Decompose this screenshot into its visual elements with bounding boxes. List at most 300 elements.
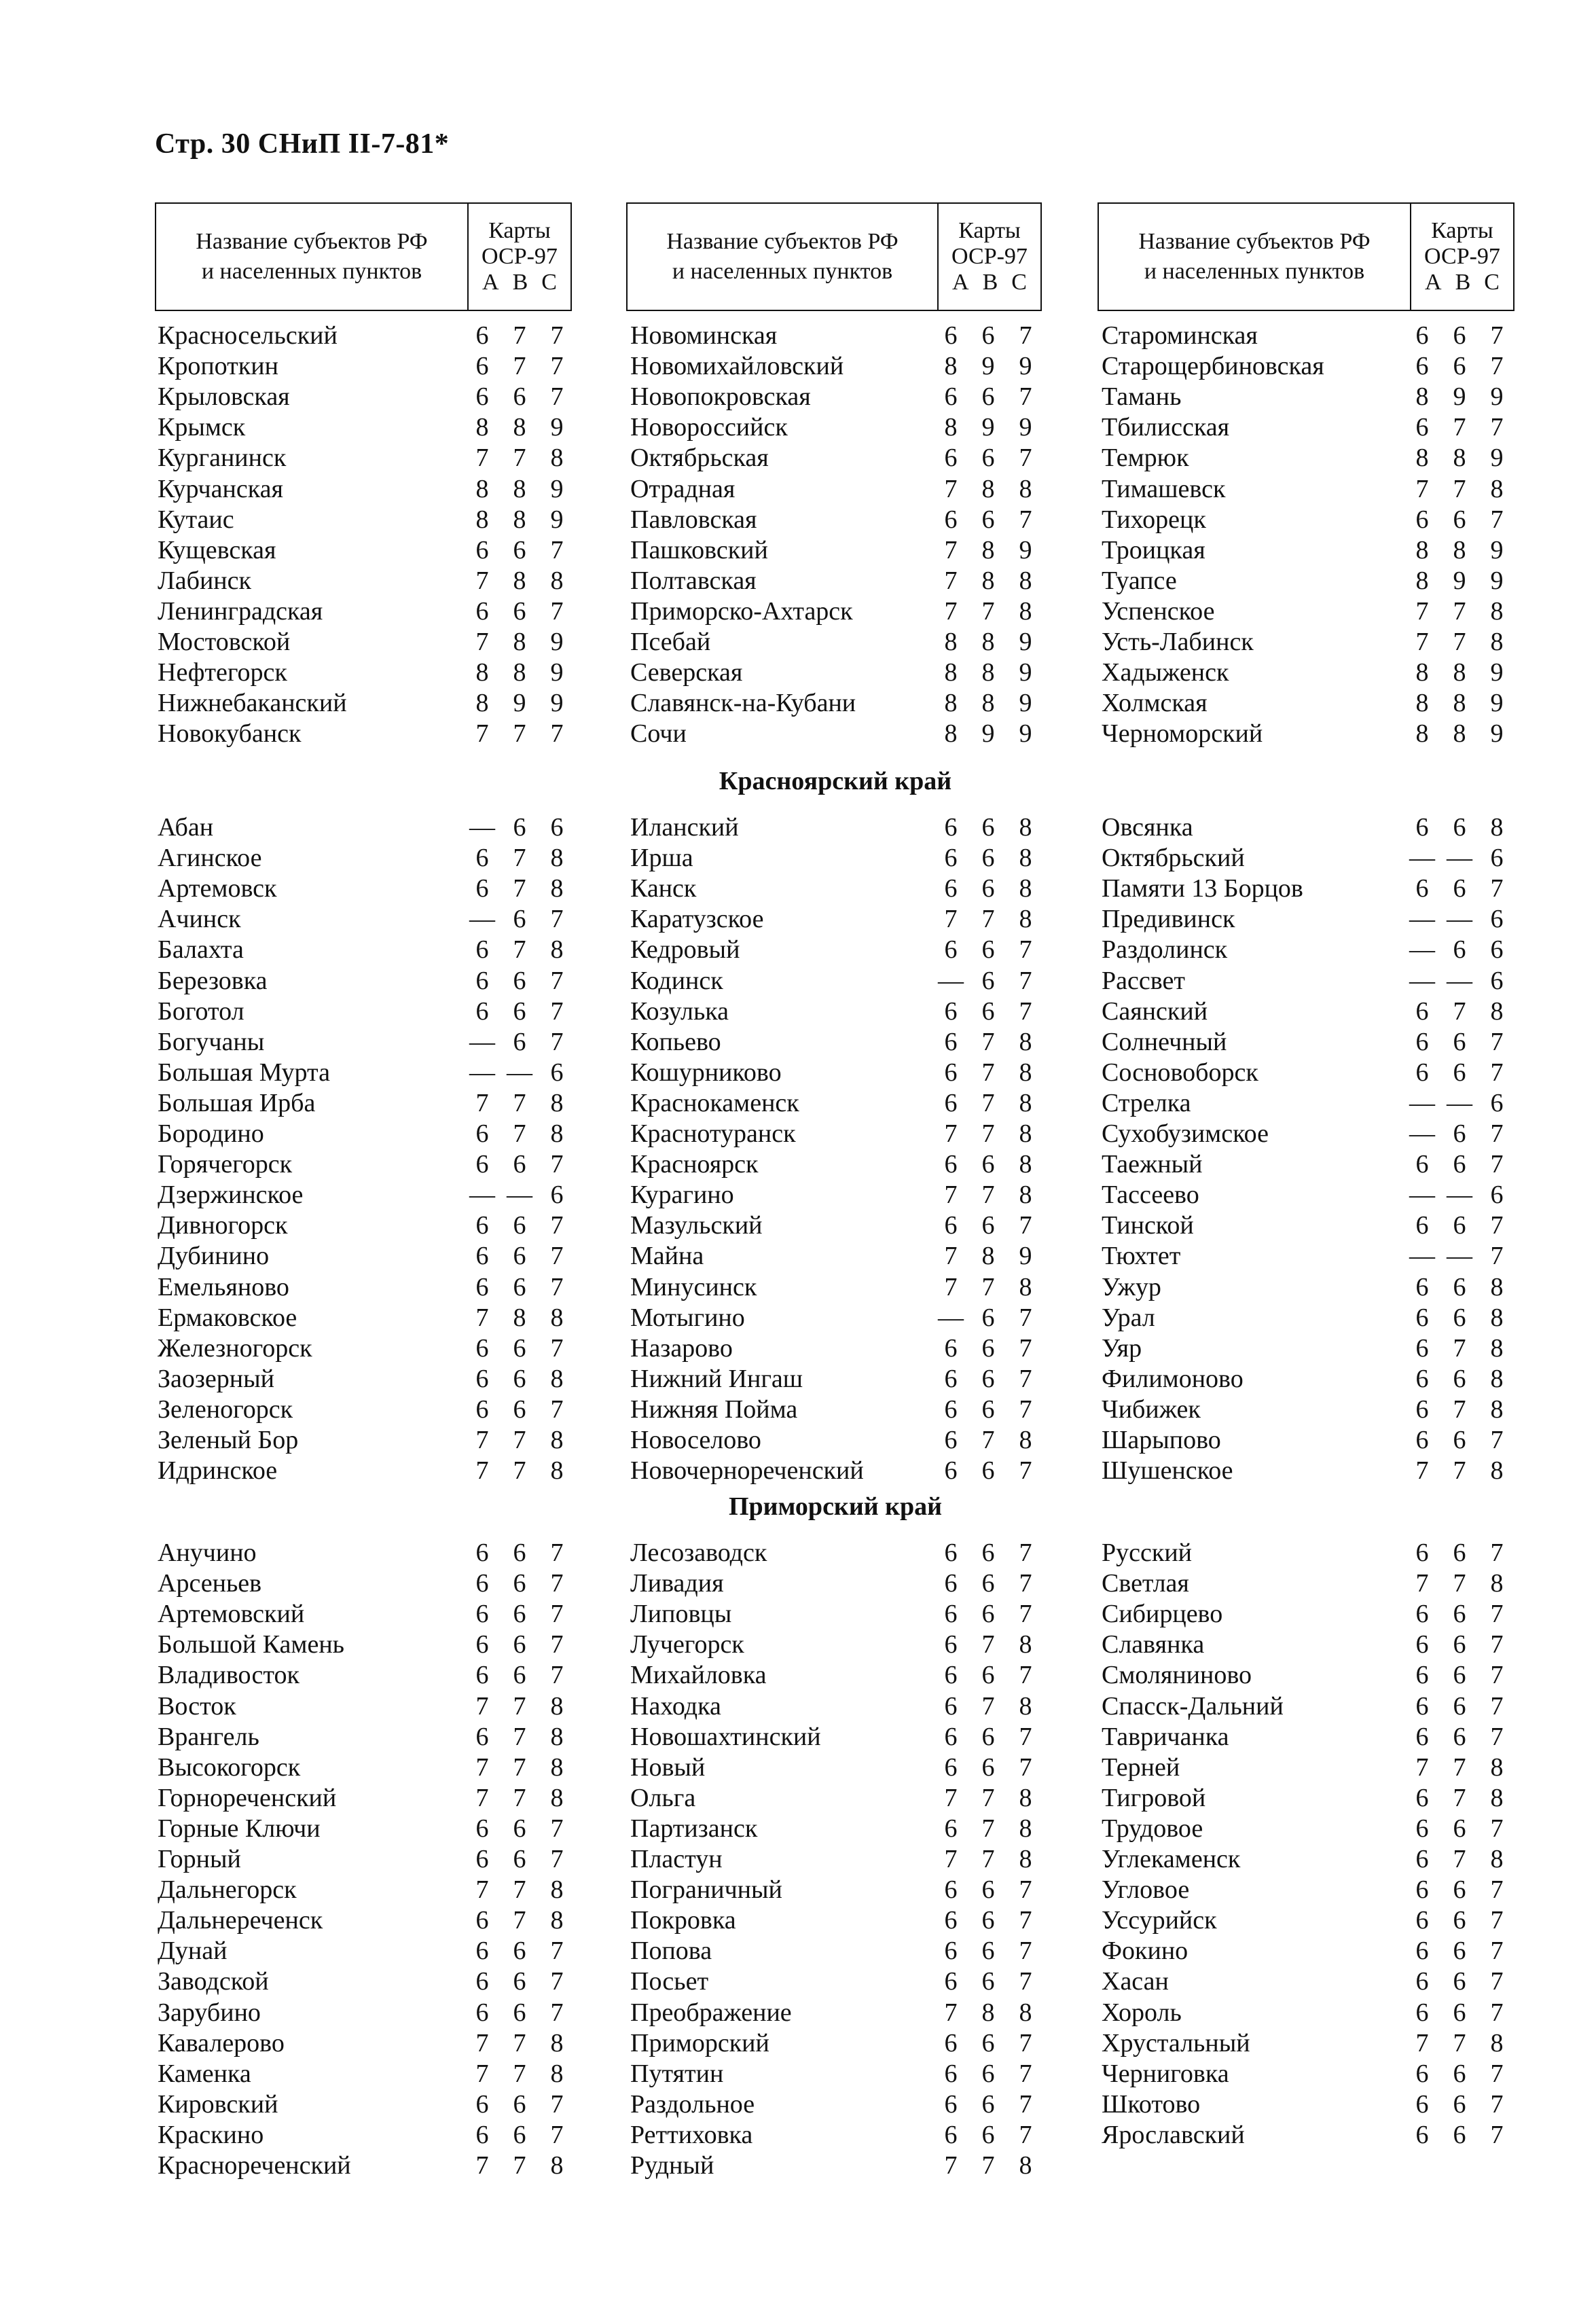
value-b: 7 bbox=[981, 1027, 995, 1056]
value-b: 6 bbox=[981, 1752, 995, 1782]
value-a: 6 bbox=[1415, 1027, 1429, 1056]
settlement-name: Копьево bbox=[630, 1027, 721, 1056]
header-name-line2: и населенных пунктов bbox=[201, 259, 422, 284]
value-b: 6 bbox=[1453, 1426, 1466, 1454]
value-b: 6 bbox=[981, 1875, 995, 1905]
value-a: 6 bbox=[944, 1722, 958, 1751]
value-b: 6 bbox=[513, 1272, 526, 1301]
settlement-name: Лучегорск bbox=[630, 1630, 744, 1659]
value-a: 8 bbox=[944, 689, 958, 718]
value-c: 8 bbox=[1019, 1119, 1032, 1148]
value-a: 7 bbox=[1415, 596, 1429, 626]
value-c: 7 bbox=[1019, 1906, 1032, 1935]
value-b: 6 bbox=[1453, 2059, 1466, 2088]
value-a: 6 bbox=[944, 1211, 958, 1240]
settlement-name: Новый bbox=[630, 1752, 706, 1782]
value-c: 7 bbox=[550, 352, 564, 381]
value-a: 6 bbox=[475, 1967, 489, 1996]
settlement-name: Холмская bbox=[1102, 689, 1208, 718]
value-b: 6 bbox=[513, 1630, 526, 1659]
value-a: 6 bbox=[1415, 2089, 1429, 2119]
value-a: 8 bbox=[1415, 535, 1429, 564]
value-a: 6 bbox=[475, 1395, 489, 1424]
header-maps-line1: Карты bbox=[1431, 218, 1493, 243]
value-a: — bbox=[469, 1058, 495, 1087]
settlement-name: Нижний Ингаш bbox=[630, 1364, 803, 1393]
value-b: 6 bbox=[1453, 1906, 1466, 1935]
value-a: 6 bbox=[1415, 1211, 1429, 1240]
value-c: 7 bbox=[1490, 874, 1504, 903]
value-c: 6 bbox=[1490, 1181, 1504, 1210]
settlement-name: Псебай bbox=[630, 628, 711, 656]
settlement-name: Мазульский bbox=[630, 1211, 763, 1240]
value-c: 7 bbox=[1490, 1242, 1504, 1271]
value-a: 7 bbox=[1415, 1752, 1429, 1782]
value-c: 9 bbox=[1019, 658, 1032, 687]
value-a: 6 bbox=[944, 2089, 958, 2119]
value-c: 7 bbox=[550, 2089, 564, 2119]
value-b: 6 bbox=[513, 2120, 526, 2149]
settlement-name: Краснотуранск bbox=[630, 1119, 796, 1148]
value-b: 6 bbox=[1453, 1875, 1466, 1905]
settlement-name: Михайловка bbox=[630, 1661, 767, 1690]
header-col-b: B bbox=[512, 270, 528, 295]
value-c: 7 bbox=[1019, 1395, 1032, 1424]
value-c: 7 bbox=[1490, 1998, 1504, 2027]
value-c: 7 bbox=[1019, 382, 1032, 412]
header-abc bbox=[1411, 270, 1513, 295]
value-a: 6 bbox=[944, 1937, 958, 1966]
value-b: 6 bbox=[981, 1456, 995, 1486]
settlement-name: Троицкая bbox=[1102, 535, 1205, 564]
value-a: — bbox=[469, 1181, 495, 1210]
value-a: 7 bbox=[944, 596, 958, 626]
value-a: 7 bbox=[944, 1272, 958, 1301]
value-a: 7 bbox=[1415, 1569, 1429, 1598]
value-a: 6 bbox=[1415, 1150, 1429, 1179]
value-b: 8 bbox=[1453, 444, 1466, 473]
settlement-name: Преображение bbox=[630, 1998, 792, 2027]
value-c: 8 bbox=[1490, 1783, 1504, 1812]
value-c: 9 bbox=[550, 628, 564, 656]
value-a: 6 bbox=[1415, 1875, 1429, 1905]
value-a: 6 bbox=[944, 996, 958, 1026]
value-b: 6 bbox=[513, 535, 526, 564]
settlement-name: Большой Камень bbox=[158, 1630, 344, 1659]
value-b: 6 bbox=[513, 1661, 526, 1690]
settlement-name: Северская bbox=[630, 658, 743, 687]
settlement-name: Славянка bbox=[1102, 1630, 1205, 1659]
value-c: 8 bbox=[1019, 1783, 1032, 1812]
value-a: 7 bbox=[475, 1456, 489, 1486]
value-c: 7 bbox=[1490, 1539, 1504, 1567]
value-a: 6 bbox=[475, 2089, 489, 2119]
value-a: — bbox=[1409, 905, 1435, 934]
table-header bbox=[1098, 202, 1515, 311]
value-b: 6 bbox=[1453, 1364, 1466, 1393]
header-col-a: A bbox=[1425, 270, 1442, 295]
value-b: 6 bbox=[1453, 1630, 1466, 1659]
settlement-name: Шушенское bbox=[1102, 1456, 1233, 1486]
value-c: 7 bbox=[1490, 1058, 1504, 1087]
header-col-a: A bbox=[482, 270, 499, 295]
value-c: 7 bbox=[1019, 966, 1032, 995]
value-a: 7 bbox=[944, 1242, 958, 1271]
value-a: — bbox=[1409, 935, 1435, 965]
value-a: 6 bbox=[475, 1272, 489, 1301]
value-a: 6 bbox=[475, 1814, 489, 1843]
value-a: 7 bbox=[475, 1088, 489, 1117]
value-c: 8 bbox=[1019, 874, 1032, 903]
value-a: 7 bbox=[475, 2059, 489, 2088]
value-a: 6 bbox=[1415, 505, 1429, 534]
header-abc bbox=[469, 270, 570, 295]
value-b: 8 bbox=[981, 689, 995, 718]
value-c: 8 bbox=[1019, 1998, 1032, 2027]
value-b: 8 bbox=[981, 1998, 995, 2027]
value-b: 6 bbox=[1453, 352, 1466, 381]
settlement-name: Смоляниново bbox=[1102, 1661, 1252, 1690]
value-b: 7 bbox=[1453, 1395, 1466, 1424]
value-c: 7 bbox=[550, 1027, 564, 1056]
value-c: 8 bbox=[1019, 1088, 1032, 1117]
value-c: 8 bbox=[550, 1722, 564, 1751]
value-a: 6 bbox=[1415, 1937, 1429, 1966]
value-c: 8 bbox=[1019, 1272, 1032, 1301]
settlement-name: Туапсе bbox=[1102, 566, 1177, 595]
value-a: 7 bbox=[944, 1181, 958, 1210]
settlement-name: Октябрьская bbox=[630, 444, 769, 473]
settlement-name: Ленинградская bbox=[158, 596, 323, 626]
value-c: 9 bbox=[1490, 658, 1504, 687]
value-a: 6 bbox=[475, 321, 489, 350]
value-c: 8 bbox=[1019, 905, 1032, 934]
value-b: — bbox=[1447, 905, 1472, 934]
settlement-name: Нижняя Пойма bbox=[630, 1395, 798, 1424]
value-a: 6 bbox=[1415, 2120, 1429, 2149]
settlement-name: Фокино bbox=[1102, 1937, 1189, 1966]
value-b: 6 bbox=[981, 1906, 995, 1935]
value-a: 6 bbox=[475, 1600, 489, 1629]
value-a: 6 bbox=[1415, 1814, 1429, 1843]
value-c: 7 bbox=[550, 596, 564, 626]
value-b: 7 bbox=[513, 1906, 526, 1935]
value-c: 9 bbox=[1490, 535, 1504, 564]
value-c: 7 bbox=[1019, 1967, 1032, 1996]
value-a: 6 bbox=[475, 874, 489, 903]
value-c: 7 bbox=[1019, 1661, 1032, 1690]
value-b: — bbox=[1447, 844, 1472, 873]
value-a: 6 bbox=[944, 1661, 958, 1690]
value-a: 6 bbox=[944, 1088, 958, 1117]
value-c: 7 bbox=[1019, 1211, 1032, 1240]
header-maps-cell bbox=[1410, 204, 1513, 310]
settlement-name: Назарово bbox=[630, 1333, 733, 1363]
value-a: 6 bbox=[944, 1058, 958, 1087]
value-b: 6 bbox=[981, 1600, 995, 1629]
settlement-name: Пашковский bbox=[630, 535, 768, 564]
value-b: 8 bbox=[981, 1242, 995, 1271]
value-a: 7 bbox=[944, 566, 958, 595]
header-col-b: B bbox=[1455, 270, 1471, 295]
value-c: 9 bbox=[1019, 689, 1032, 718]
value-a: 6 bbox=[475, 1937, 489, 1966]
value-a: 6 bbox=[944, 1027, 958, 1056]
value-a: 6 bbox=[475, 1539, 489, 1567]
settlement-name: Сочи bbox=[630, 719, 687, 749]
value-a: 6 bbox=[944, 1691, 958, 1721]
value-c: 7 bbox=[550, 719, 564, 749]
settlement-name: Артемовск bbox=[158, 874, 277, 903]
value-b: 6 bbox=[981, 1569, 995, 1598]
value-c: 7 bbox=[550, 1845, 564, 1873]
value-b: 6 bbox=[1453, 813, 1466, 842]
value-c: 7 bbox=[550, 1333, 564, 1363]
value-b: 7 bbox=[513, 2151, 526, 2180]
value-c: 7 bbox=[1019, 1456, 1032, 1486]
value-c: 8 bbox=[1490, 474, 1504, 503]
value-b: 6 bbox=[981, 1661, 995, 1690]
value-a: 7 bbox=[944, 535, 958, 564]
settlement-name: Минусинск bbox=[630, 1272, 757, 1301]
value-c: 7 bbox=[1490, 321, 1504, 350]
settlement-name: Приморско-Ахтарск bbox=[630, 596, 853, 626]
value-c: 9 bbox=[550, 658, 564, 687]
value-c: 8 bbox=[1019, 1150, 1032, 1179]
settlement-name: Урал bbox=[1102, 1303, 1155, 1332]
value-c: 8 bbox=[550, 444, 564, 473]
value-a: 7 bbox=[1415, 1456, 1429, 1486]
value-b: 7 bbox=[513, 844, 526, 873]
value-c: 9 bbox=[550, 413, 564, 442]
value-b: 7 bbox=[513, 1783, 526, 1812]
value-a: 6 bbox=[1415, 1630, 1429, 1659]
header-maps-line2: ОСР-97 bbox=[1424, 244, 1500, 269]
header-name-cell bbox=[1099, 204, 1410, 310]
settlement-name: Арсеньев bbox=[158, 1569, 262, 1598]
value-a: — bbox=[938, 966, 964, 995]
value-b: 7 bbox=[513, 1875, 526, 1905]
settlement-name: Кропоткин bbox=[158, 352, 278, 381]
value-a: 7 bbox=[1415, 474, 1429, 503]
value-b: 7 bbox=[1453, 1569, 1466, 1598]
value-b: 6 bbox=[981, 1303, 995, 1332]
value-b: 7 bbox=[513, 874, 526, 903]
value-a: 6 bbox=[1415, 1722, 1429, 1751]
value-c: 7 bbox=[1019, 2028, 1032, 2057]
value-c: 7 bbox=[550, 1937, 564, 1966]
value-c: 8 bbox=[1019, 566, 1032, 595]
value-b: 7 bbox=[513, 352, 526, 381]
settlement-name: Углекаменск bbox=[1102, 1845, 1241, 1873]
value-c: 8 bbox=[1019, 1814, 1032, 1843]
value-c: 6 bbox=[1490, 1088, 1504, 1117]
settlement-name: Кедровый bbox=[630, 935, 740, 965]
value-b: 6 bbox=[981, 1539, 995, 1567]
value-b: 7 bbox=[1453, 1783, 1466, 1812]
value-b: 8 bbox=[513, 505, 526, 534]
value-c: 8 bbox=[550, 1119, 564, 1148]
value-c: 7 bbox=[1019, 996, 1032, 1026]
value-c: 7 bbox=[1490, 413, 1504, 442]
value-b: 6 bbox=[1453, 321, 1466, 350]
settlement-name: Тинской bbox=[1102, 1211, 1194, 1240]
value-b: 6 bbox=[1453, 1303, 1466, 1332]
value-b: 9 bbox=[513, 689, 526, 718]
value-c: 9 bbox=[550, 505, 564, 534]
value-a: — bbox=[469, 813, 495, 842]
value-a: 6 bbox=[475, 535, 489, 564]
value-b: 7 bbox=[1453, 2028, 1466, 2057]
value-c: 6 bbox=[1490, 844, 1504, 873]
value-b: 7 bbox=[981, 1088, 995, 1117]
settlement-name: Новопокровская bbox=[630, 382, 811, 412]
value-b: 7 bbox=[981, 1181, 995, 1210]
value-c: 8 bbox=[1019, 1027, 1032, 1056]
value-c: 7 bbox=[550, 1150, 564, 1179]
value-c: 8 bbox=[1490, 1303, 1504, 1332]
value-b: 9 bbox=[981, 413, 995, 442]
settlement-name: Темрюк bbox=[1102, 444, 1189, 473]
settlement-name: Абан bbox=[158, 813, 214, 842]
settlement-name: Чибижек bbox=[1102, 1395, 1201, 1424]
value-a: 8 bbox=[1415, 689, 1429, 718]
settlement-name: Майна bbox=[630, 1242, 704, 1271]
value-c: 8 bbox=[1490, 1395, 1504, 1424]
value-b: 7 bbox=[981, 1272, 995, 1301]
settlement-name: Зеленогорск bbox=[158, 1395, 293, 1424]
header-col-a: A bbox=[952, 270, 969, 295]
value-b: 8 bbox=[513, 566, 526, 595]
value-b: — bbox=[1447, 1242, 1472, 1271]
value-a: 6 bbox=[1415, 813, 1429, 842]
value-b: 8 bbox=[513, 658, 526, 687]
value-a: — bbox=[469, 1027, 495, 1056]
value-c: 7 bbox=[1490, 1630, 1504, 1659]
value-b: 7 bbox=[513, 1119, 526, 1148]
value-b: 6 bbox=[513, 1333, 526, 1363]
settlement-name: Козулька bbox=[630, 996, 729, 1026]
value-c: 7 bbox=[1490, 505, 1504, 534]
value-c: 8 bbox=[1490, 1845, 1504, 1873]
value-b: 7 bbox=[1453, 1456, 1466, 1486]
value-a: 6 bbox=[1415, 1906, 1429, 1935]
value-c: 9 bbox=[1490, 382, 1504, 412]
value-c: 7 bbox=[1019, 505, 1032, 534]
value-a: 8 bbox=[1415, 719, 1429, 749]
settlement-name: Филимоново bbox=[1102, 1364, 1244, 1393]
value-a: 6 bbox=[1415, 1272, 1429, 1301]
value-b: 6 bbox=[513, 1967, 526, 1996]
value-a: 6 bbox=[475, 1998, 489, 2027]
settlement-name: Горячегорск bbox=[158, 1150, 293, 1179]
header-name-cell bbox=[628, 204, 937, 310]
value-b: 7 bbox=[513, 1752, 526, 1782]
value-c: 8 bbox=[1490, 1752, 1504, 1782]
value-b: 6 bbox=[513, 2089, 526, 2119]
value-b: 7 bbox=[981, 1630, 995, 1659]
value-b: — bbox=[507, 1181, 532, 1210]
value-c: 8 bbox=[1490, 1333, 1504, 1363]
value-c: 9 bbox=[1490, 689, 1504, 718]
settlement-name: Уссурийск bbox=[1102, 1906, 1217, 1935]
value-a: 6 bbox=[475, 935, 489, 965]
value-b: 7 bbox=[981, 1119, 995, 1148]
settlement-name: Ольга bbox=[630, 1783, 696, 1812]
value-a: 6 bbox=[944, 1630, 958, 1659]
value-a: 8 bbox=[475, 689, 489, 718]
value-a: 6 bbox=[1415, 1845, 1429, 1873]
settlement-name: Сосновоборск bbox=[1102, 1058, 1258, 1087]
header-name-line1: Название субъектов РФ bbox=[196, 229, 428, 254]
value-b: 6 bbox=[513, 905, 526, 934]
value-a: 7 bbox=[475, 1303, 489, 1332]
value-a: 7 bbox=[1415, 628, 1429, 656]
settlement-name: Агинское bbox=[158, 844, 262, 873]
settlement-name: Владивосток bbox=[158, 1661, 300, 1690]
value-b: 6 bbox=[1453, 2120, 1466, 2149]
value-b: 6 bbox=[513, 596, 526, 626]
value-a: 6 bbox=[944, 2028, 958, 2057]
value-b: 6 bbox=[981, 2089, 995, 2119]
settlement-name: Памяти 13 Борцов bbox=[1102, 874, 1303, 903]
value-a: 6 bbox=[475, 996, 489, 1026]
value-b: 7 bbox=[513, 321, 526, 350]
value-b: 6 bbox=[1453, 1119, 1466, 1148]
settlement-name: Емельяново bbox=[158, 1272, 289, 1301]
value-a: 7 bbox=[475, 719, 489, 749]
value-a: 8 bbox=[475, 474, 489, 503]
settlement-name: Дивногорск bbox=[158, 1211, 288, 1240]
value-b: 7 bbox=[513, 719, 526, 749]
value-c: 7 bbox=[550, 1242, 564, 1271]
value-c: 7 bbox=[1019, 1364, 1032, 1393]
value-b: 9 bbox=[1453, 566, 1466, 595]
value-c: 8 bbox=[1019, 2151, 1032, 2180]
value-a: 6 bbox=[944, 1752, 958, 1782]
settlement-name: Черноморский bbox=[1102, 719, 1263, 749]
settlement-name: Горнореченский bbox=[158, 1783, 337, 1812]
header-maps-cell bbox=[467, 204, 570, 310]
settlement-name: Покровка bbox=[630, 1906, 736, 1935]
settlement-name: Лесозаводск bbox=[630, 1539, 767, 1567]
settlement-name: Павловская bbox=[630, 505, 757, 534]
settlement-name: Тигровой bbox=[1102, 1783, 1206, 1812]
header-maps-line1: Карты bbox=[958, 218, 1021, 243]
value-c: 7 bbox=[550, 321, 564, 350]
settlement-name: Каменка bbox=[158, 2059, 251, 2088]
value-c: 7 bbox=[1490, 2059, 1504, 2088]
value-c: 8 bbox=[550, 1456, 564, 1486]
value-c: 8 bbox=[550, 1875, 564, 1905]
value-c: 6 bbox=[1490, 966, 1504, 995]
settlement-name: Угловое bbox=[1102, 1875, 1190, 1905]
value-a: 7 bbox=[944, 1119, 958, 1148]
header-name-line1: Название субъектов РФ bbox=[1138, 229, 1371, 254]
value-a: 6 bbox=[944, 2120, 958, 2149]
settlement-name: Стрелка bbox=[1102, 1088, 1191, 1117]
value-c: 7 bbox=[1019, 1752, 1032, 1782]
settlement-name: Усть-Лабинск bbox=[1102, 628, 1254, 656]
value-c: 7 bbox=[1019, 1303, 1032, 1332]
value-c: 7 bbox=[550, 1600, 564, 1629]
value-c: 8 bbox=[550, 844, 564, 873]
value-c: 7 bbox=[1490, 1691, 1504, 1721]
value-c: 7 bbox=[1019, 444, 1032, 473]
value-a: 6 bbox=[1415, 1998, 1429, 2027]
settlement-name: Ермаковское bbox=[158, 1303, 297, 1332]
settlement-name: Русский bbox=[1102, 1539, 1192, 1567]
